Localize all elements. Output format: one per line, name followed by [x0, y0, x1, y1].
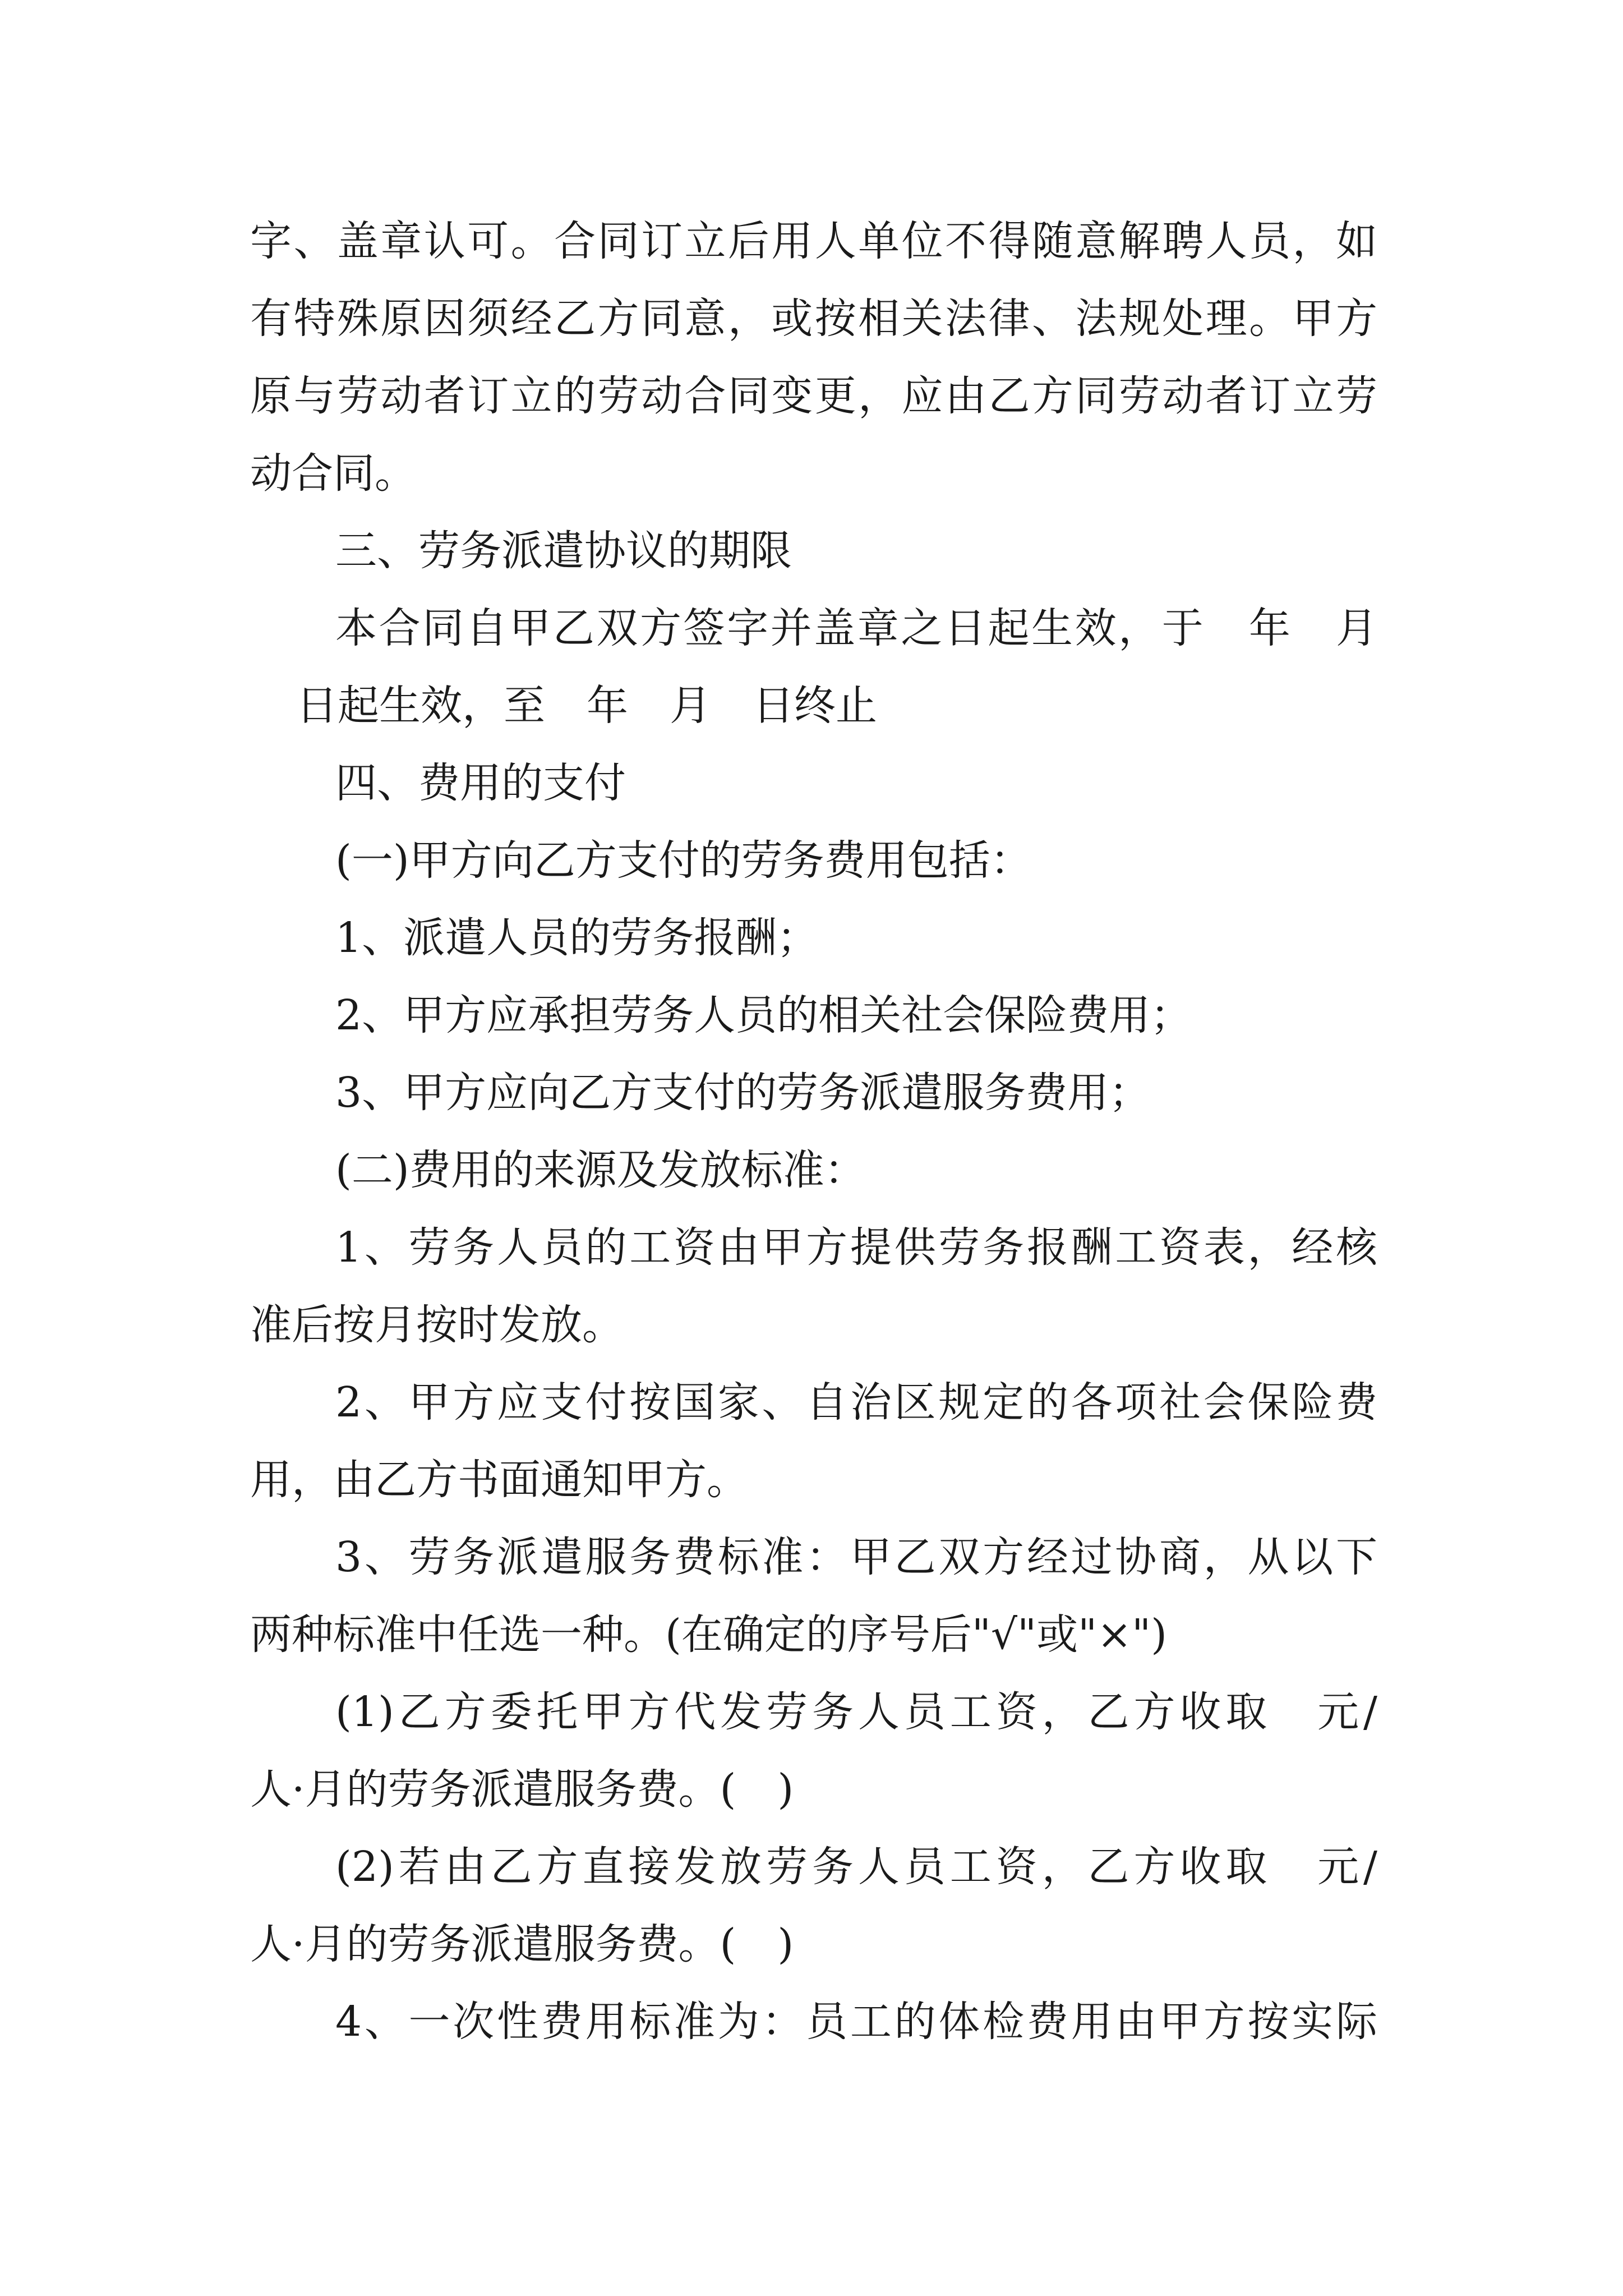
body-text-line: 有特殊原因须经乙方同意，或按相关法律、法规处理。甲方	[250, 295, 1377, 343]
body-text-line: 人·月的劳务派遣服务费。( )	[250, 1765, 794, 1814]
section-heading-term: 三、劳务派遣协议的期限	[335, 527, 792, 575]
list-item: 1、劳务人员的工资由甲方提供劳务报酬工资表，经核	[335, 1223, 1377, 1272]
option-item: (2)若由乙方直接发放劳务人员工资，乙方收取 元/	[335, 1843, 1377, 1891]
list-item: 3、劳务派遣服务费标准：甲乙双方经过协商，从以下	[335, 1533, 1377, 1581]
subsection-heading: (二)费用的来源及发放标准：	[335, 1146, 866, 1194]
subsection-heading: (一)甲方向乙方支付的劳务费用包括：	[335, 836, 1032, 885]
body-text-line: 日起生效，至 年 月 日终止	[296, 682, 877, 730]
list-item: 2、甲方应承担劳务人员的相关社会保险费用；	[335, 991, 1192, 1039]
body-text-line: 字、盖章认可。合同订立后用人单位不得随意解聘人员，如	[250, 217, 1377, 265]
body-text-line: 本合同自甲乙双方签字并盖章之日起生效，于 年 月	[335, 604, 1377, 652]
body-text-line: 动合同。	[250, 449, 416, 498]
option-item: (1)乙方委托甲方代发劳务人员工资，乙方收取 元/	[335, 1688, 1377, 1736]
list-item: 3、甲方应向乙方支付的劳务派遣服务费用；	[335, 1069, 1151, 1117]
list-item: 2、甲方应支付按国家、自治区规定的各项社会保险费	[335, 1378, 1377, 1427]
body-text-line: 准后按月按时发放。	[250, 1301, 624, 1349]
section-heading-payment: 四、费用的支付	[335, 759, 626, 807]
body-text-line: 原与劳动者订立的劳动合同变更，应由乙方同劳动者订立劳	[250, 372, 1377, 420]
body-text-line: 用，由乙方书面通知甲方。	[250, 1456, 748, 1504]
list-item: 4、一次性费用标准为：员工的体检费用由甲方按实际	[335, 1998, 1377, 2046]
body-text-line: 人·月的劳务派遣服务费。( )	[250, 1920, 794, 1968]
body-text-line: 两种标准中任选一种。(在确定的序号后"√"或"×")	[250, 1611, 1168, 1659]
list-item: 1、派遣人员的劳务报酬；	[335, 914, 819, 962]
